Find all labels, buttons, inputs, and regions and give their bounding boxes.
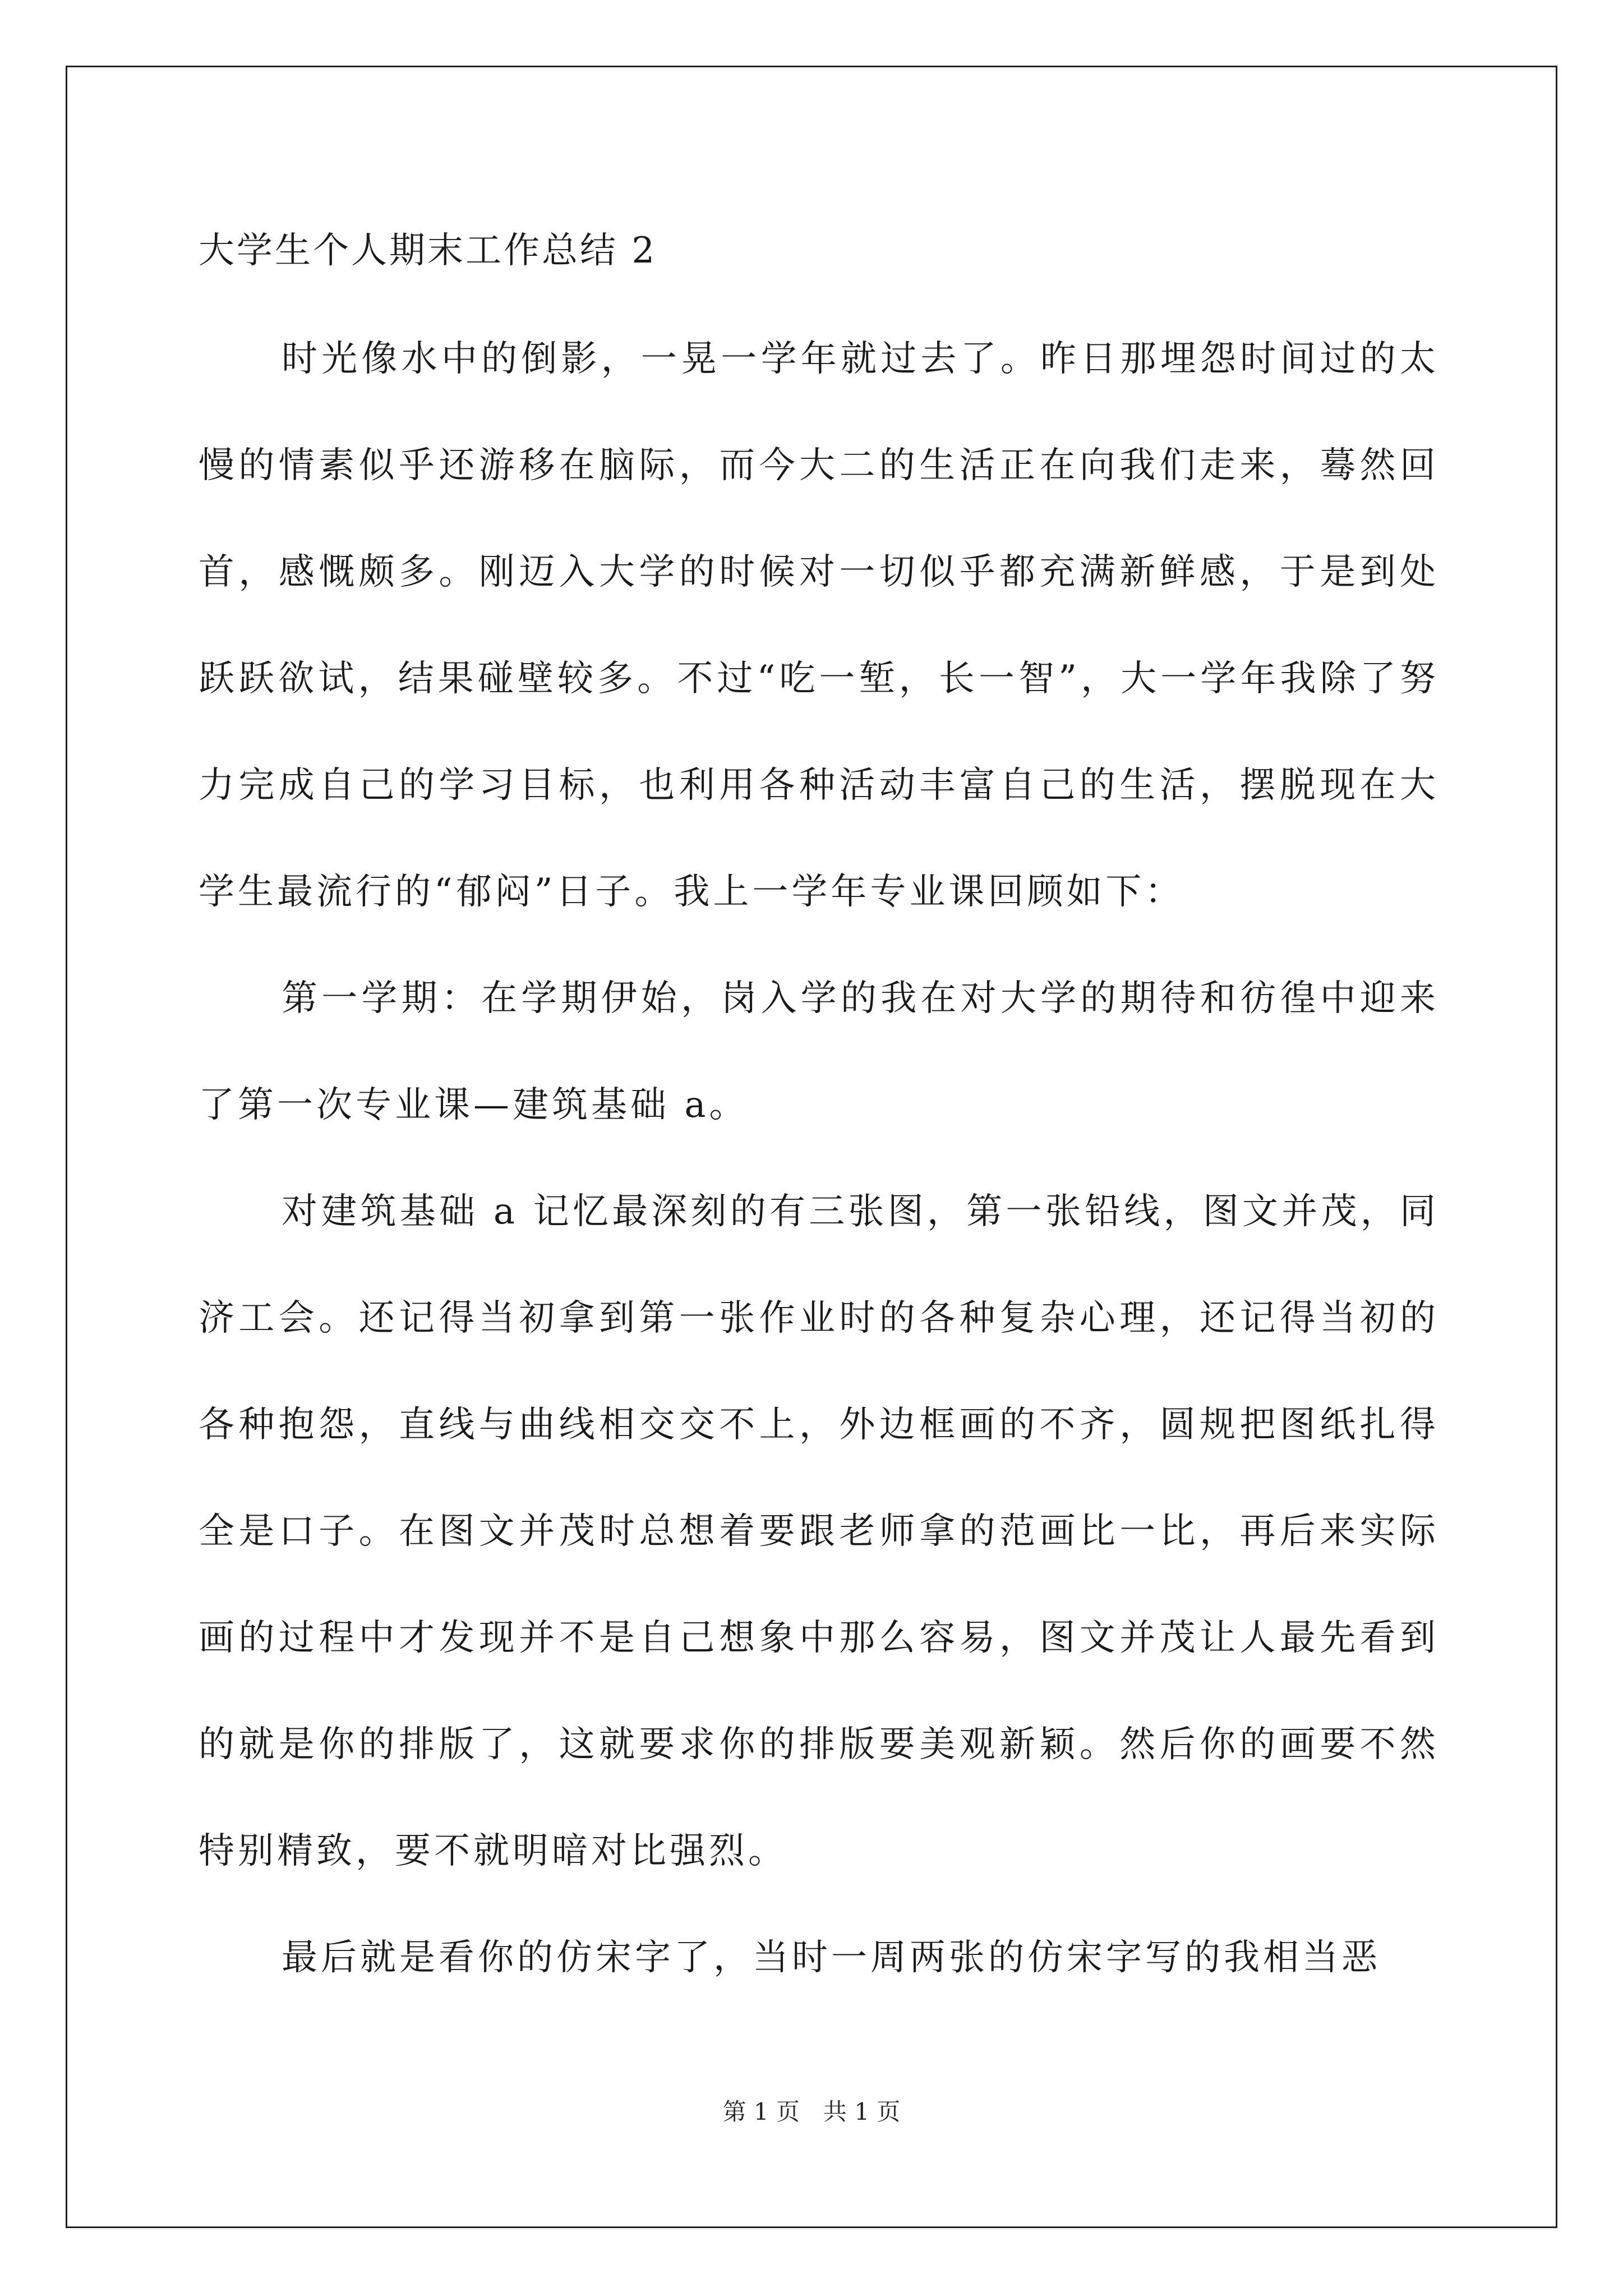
paragraph-fangsong: 最后就是看你的仿宋字了，当时一周两张的仿宋字写的我相当恶 [282, 1937, 1381, 1978]
paragraph-architecture-basics: 对建筑基础 a 记忆最深刻的有三张图，第一张铅线，图文并茂，同济工会。还记得当初拿到第一张作业时的各种复杂心理，还记得当初的各种抱怨，直线与曲线相交交不上，外边框画的不齐，圆规把图纸扎得全是口子。在图文并茂时总想着要跟老师拿的范画比一比，再后来实际画的过程中才发现并不是自己想象中那么容易，图文并茂让人最先看到的就是你的排版了，这就要求你的排版要美观新颖。然后你的画要不然特别精致，要不就明暗对比强烈。 [199, 1191, 1439, 1872]
page-footer [0, 2095, 1623, 2129]
paragraph-intro: 时光像水中的倒影，一晃一学年就过去了。昨日那埋怨时间过的太慢的情素似乎还游移在脑际，而今大二的生活正在向我们走来，蓦然回首，感慨颇多。刚迈入大学的时候对一切似乎都充满新鲜感，于是到处跃跃欲试，结果碰壁较多。不过“吃一堑，长一智”，大一学年我除了努力完成自己的学习目标，也利用各种活动丰富自己的生活，摆脱现在大学生最流行的“郁闷”日子。我上一学年专业课回顾如下： [199, 338, 1439, 913]
paragraph-first-semester: 第一学期：在学期伊始，岗入学的我在对大学的期待和彷徨中迎来了第一次专业课—建筑基础 a。 [199, 978, 1439, 1126]
page-total: 共 1 页 [823, 2098, 901, 2125]
page-number: 第 1 页 [722, 2098, 800, 2125]
document-title: 大学生个人期末工作总结 2 [199, 230, 657, 272]
